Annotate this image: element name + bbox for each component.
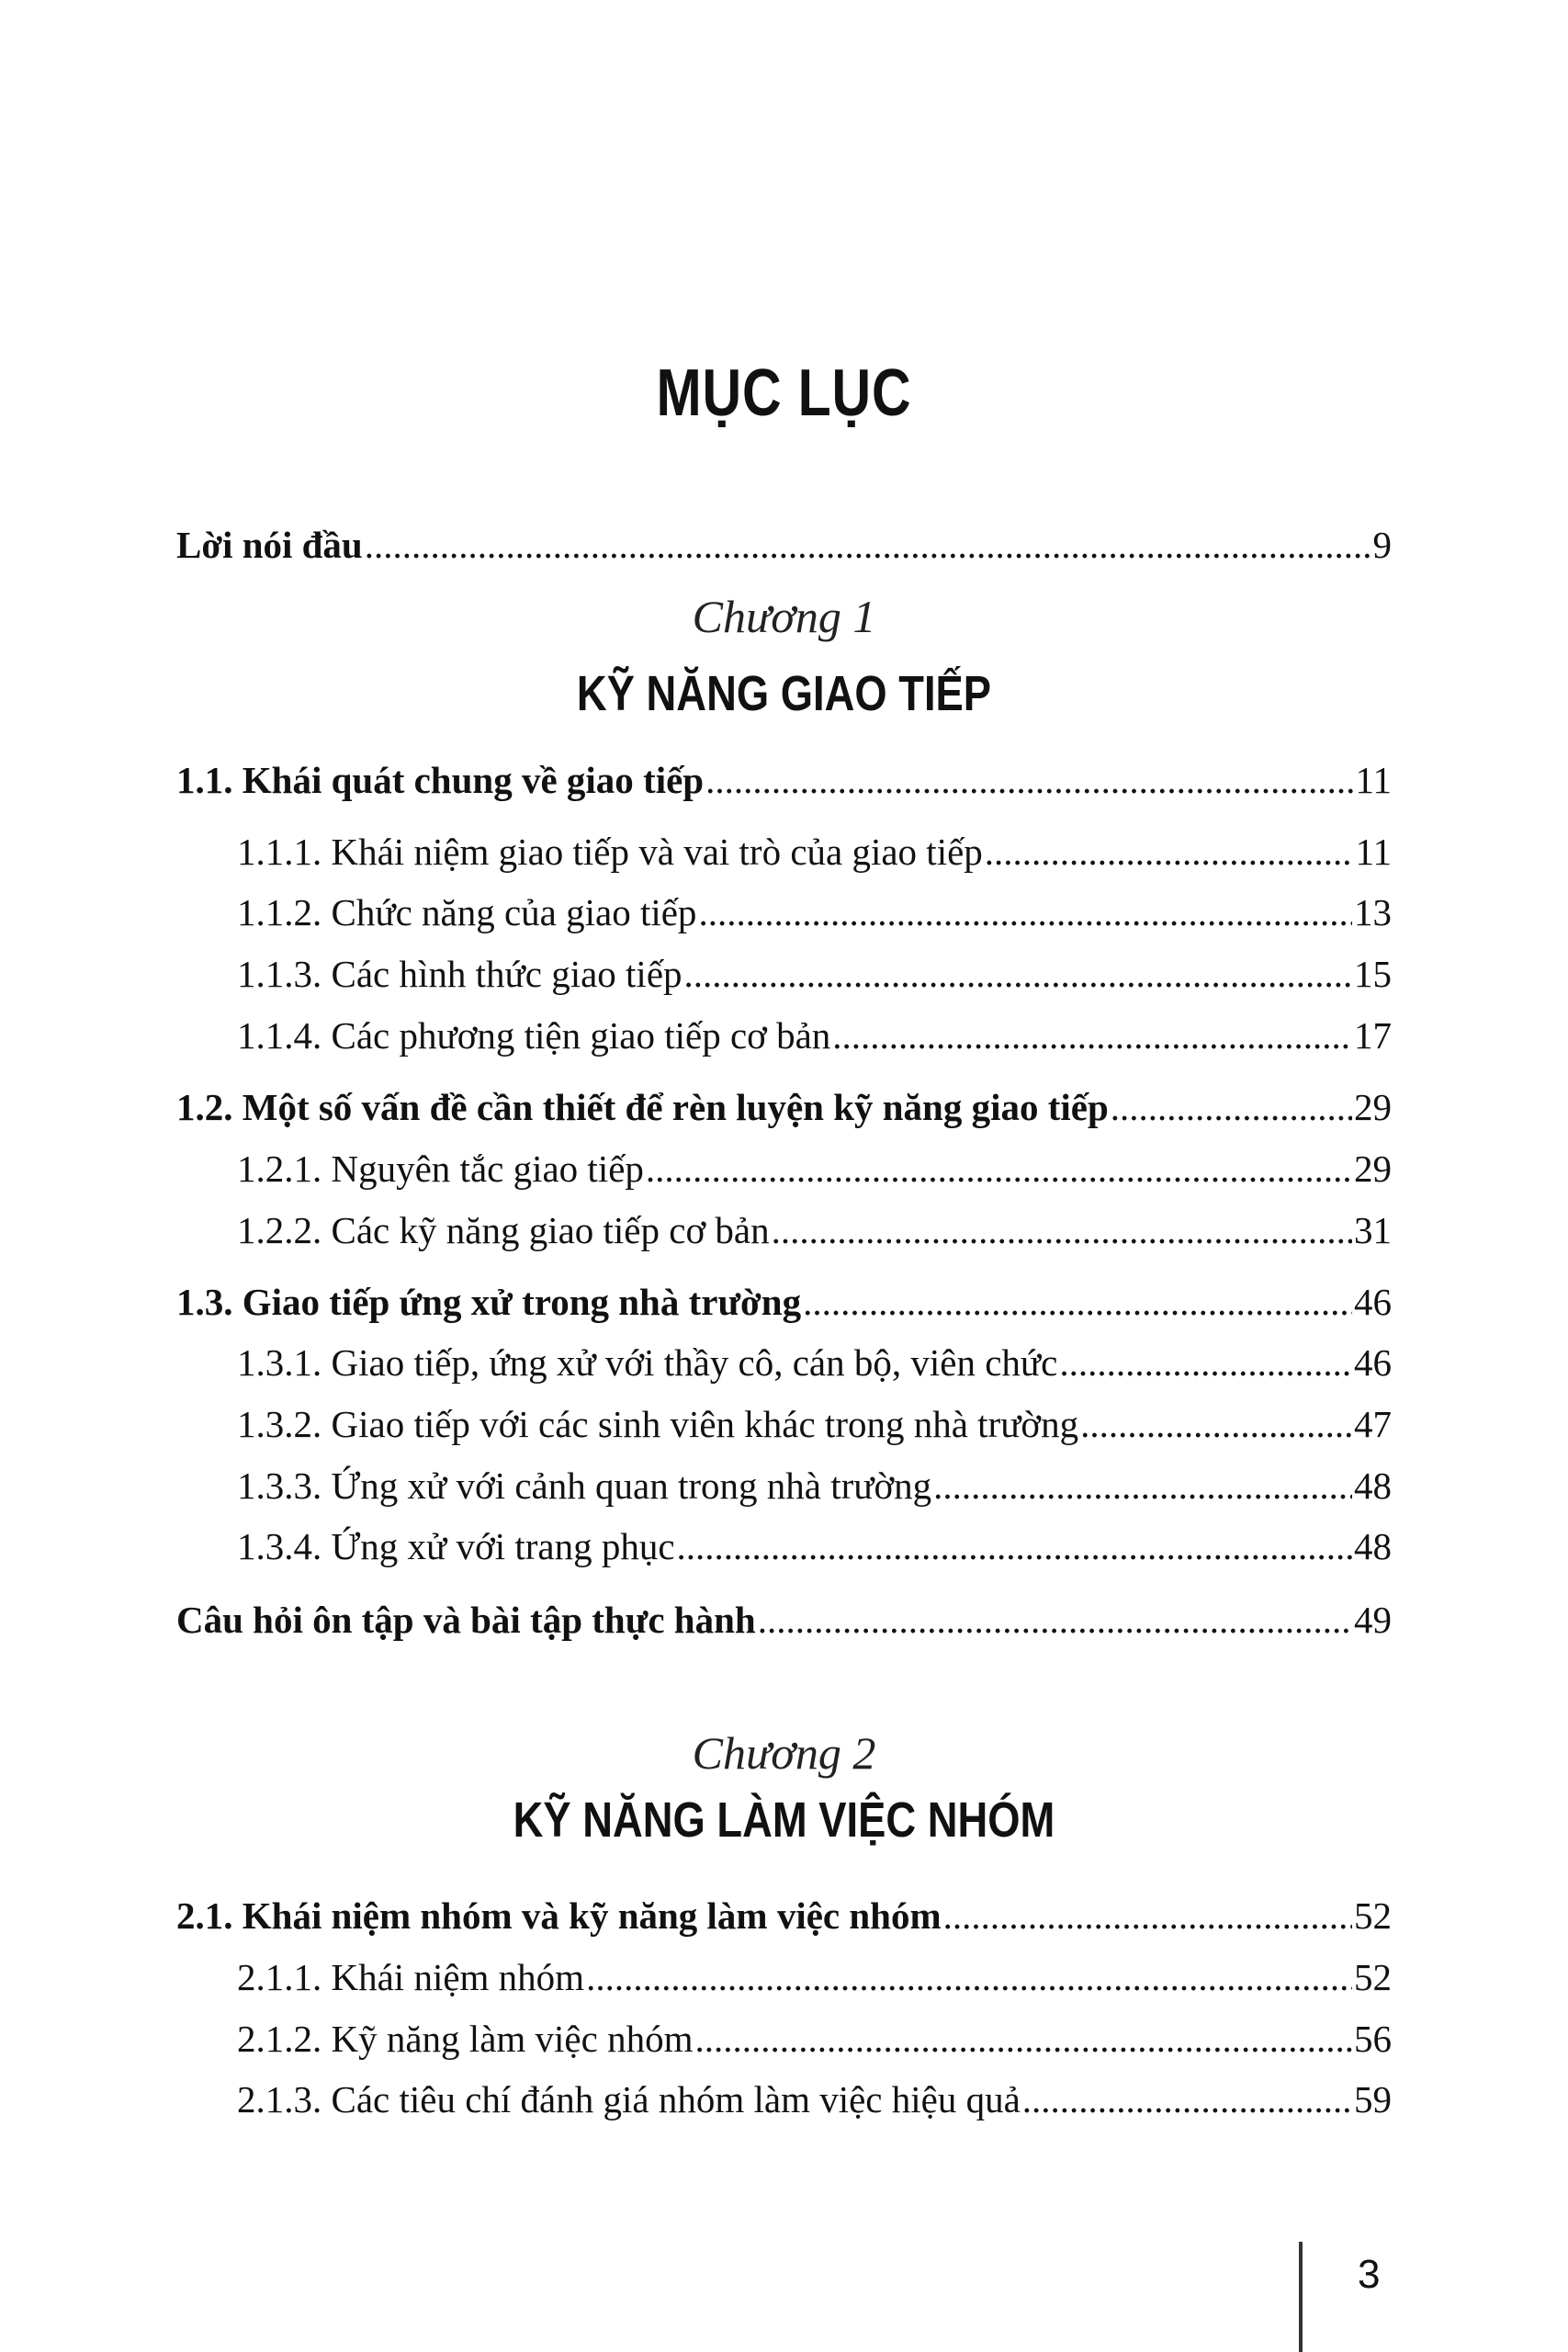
dot-leader [933, 1458, 1352, 1513]
toc-page-number: 48 [1354, 1525, 1392, 1567]
toc-page-number: 52 [1354, 1894, 1392, 1937]
toc-entry-text: 2.1.1. Khái niệm nhóm [237, 1956, 585, 1998]
toc-entry-section-1-1-3[interactable] [237, 946, 1392, 1001]
toc-entry-section-1-1-2[interactable] [237, 885, 1392, 940]
toc-entry-section-1-1-4[interactable] [237, 1008, 1392, 1063]
toc-entry-section-1-3-2[interactable] [237, 1396, 1392, 1452]
dot-leader [1059, 1335, 1352, 1390]
dot-leader [677, 1519, 1352, 1574]
toc-entry-text: 1.1. Khái quát chung về giao tiếp [176, 759, 705, 801]
toc-entry-text: 1.3.1. Giao tiếp, ứng xử với thầy cô, cán bộ, viên chức [237, 1341, 1058, 1384]
toc-entry-preface[interactable] [176, 517, 1392, 572]
page-title: MỤC LỤC [656, 356, 912, 430]
toc-entry-text: 1.2. Một số vấn đề cần thiết để rèn luyện kỹ năng giao tiếp [176, 1086, 1109, 1128]
toc-page-number: 31 [1354, 1209, 1392, 1251]
toc-entry-section-2-1-1[interactable] [237, 1950, 1392, 2005]
toc-entry-text: Lời nói đầu [176, 524, 363, 566]
toc-page-number: 17 [1354, 1014, 1392, 1057]
dot-leader [646, 1141, 1352, 1196]
toc-page-number: 59 [1354, 2078, 1392, 2120]
dot-leader [698, 885, 1352, 940]
toc-entry-text: 1.1.4. Các phương tiện giao tiếp cơ bản [237, 1014, 831, 1057]
dot-leader [758, 1592, 1352, 1647]
toc-entry-text: 2.1.3. Các tiêu chí đánh giá nhóm làm việc hiệu quả [237, 2078, 1021, 2120]
toc-entry-section-1-2[interactable] [176, 1080, 1392, 1135]
dot-leader [1080, 1396, 1352, 1452]
toc-page-number: 46 [1354, 1281, 1392, 1323]
toc-entry-section-2-1-3[interactable] [237, 2072, 1392, 2127]
toc-page-number: 47 [1354, 1403, 1392, 1445]
dot-leader [772, 1203, 1352, 1258]
dot-leader [705, 752, 1353, 808]
toc-page-number: 46 [1354, 1341, 1392, 1384]
toc-page-number: 29 [1354, 1148, 1392, 1190]
dot-leader [943, 1888, 1352, 1943]
toc-page-number: 48 [1354, 1464, 1392, 1507]
toc-page-number: 9 [1372, 524, 1392, 566]
toc-entry-section-1-2-2[interactable] [237, 1203, 1392, 1258]
footer-rule [1299, 2242, 1303, 2352]
toc-entry-section-2-1[interactable] [176, 1888, 1392, 1943]
toc-entry-text: 2.1.2. Kỹ năng làm việc nhóm [237, 2018, 694, 2060]
toc-page-number: 29 [1354, 1086, 1392, 1128]
toc-page-number: 56 [1354, 2018, 1392, 2060]
toc-entry-section-1-3[interactable] [176, 1274, 1392, 1329]
dot-leader [586, 1950, 1352, 2005]
toc-entry-section-1-3-3[interactable] [237, 1458, 1392, 1513]
toc-entry-section-1-3-1[interactable] [237, 1335, 1392, 1390]
dot-leader [694, 2011, 1352, 2066]
toc-entry-text: 1.2.1. Nguyên tắc giao tiếp [237, 1148, 644, 1190]
toc-entry-text: 1.3.3. Ứng xử với cảnh quan trong nhà trường [237, 1464, 932, 1507]
toc-entry-text: 1.3.4. Ứng xử với trang phục [237, 1525, 675, 1567]
chapter-2-title: KỸ NĂNG LÀM VIỆC NHÓM [513, 1792, 1055, 1848]
toc-entry-section-1-3-4[interactable] [237, 1519, 1392, 1574]
toc-entry-text: 2.1. Khái niệm nhóm và kỹ năng làm việc nhóm [176, 1894, 942, 1937]
dot-leader [1111, 1080, 1352, 1135]
dot-leader [365, 517, 1371, 572]
chapter-1-title: KỸ NĂNG GIAO TIẾP [576, 666, 992, 721]
dot-leader [684, 946, 1352, 1001]
toc-entry-text: 1.3.2. Giao tiếp với các sinh viên khác trong nhà trường [237, 1403, 1079, 1445]
toc-entry-section-1-1-1[interactable] [237, 824, 1392, 879]
toc-entry-text: 1.1.3. Các hình thức giao tiếp [237, 953, 682, 995]
toc-page-number: 15 [1354, 953, 1392, 995]
toc-entry-text: 1.3. Giao tiếp ứng xử trong nhà trường [176, 1281, 802, 1323]
dot-leader [1022, 2072, 1352, 2127]
toc-entry-text: Câu hỏi ôn tập và bài tập thực hành [176, 1599, 756, 1641]
dot-leader [985, 824, 1354, 879]
toc-page-number: 13 [1354, 891, 1392, 933]
chapter-2-label: Chương 2 [692, 1727, 876, 1779]
toc-entry-section-2-1-2[interactable] [237, 2011, 1392, 2066]
toc-page-number: 11 [1355, 831, 1392, 873]
footer-page-number: 3 [1358, 2252, 1381, 2297]
dot-leader [803, 1274, 1352, 1329]
toc-entry-text: 1.1.2. Chức năng của giao tiếp [237, 891, 697, 933]
toc-entry-review-questions-1[interactable] [176, 1592, 1392, 1647]
dot-leader [832, 1008, 1352, 1063]
toc-page-number: 11 [1355, 759, 1392, 801]
toc-entry-text: 1.2.2. Các kỹ năng giao tiếp cơ bản [237, 1209, 770, 1251]
toc-page-number: 49 [1354, 1599, 1392, 1641]
toc-entry-section-1-1[interactable] [176, 752, 1392, 808]
chapter-1-label: Chương 1 [692, 591, 876, 642]
toc-page-number: 52 [1354, 1956, 1392, 1998]
toc-entry-section-1-2-1[interactable] [237, 1141, 1392, 1196]
toc-entry-text: 1.1.1. Khái niệm giao tiếp và vai trò của giao tiếp [237, 831, 983, 873]
